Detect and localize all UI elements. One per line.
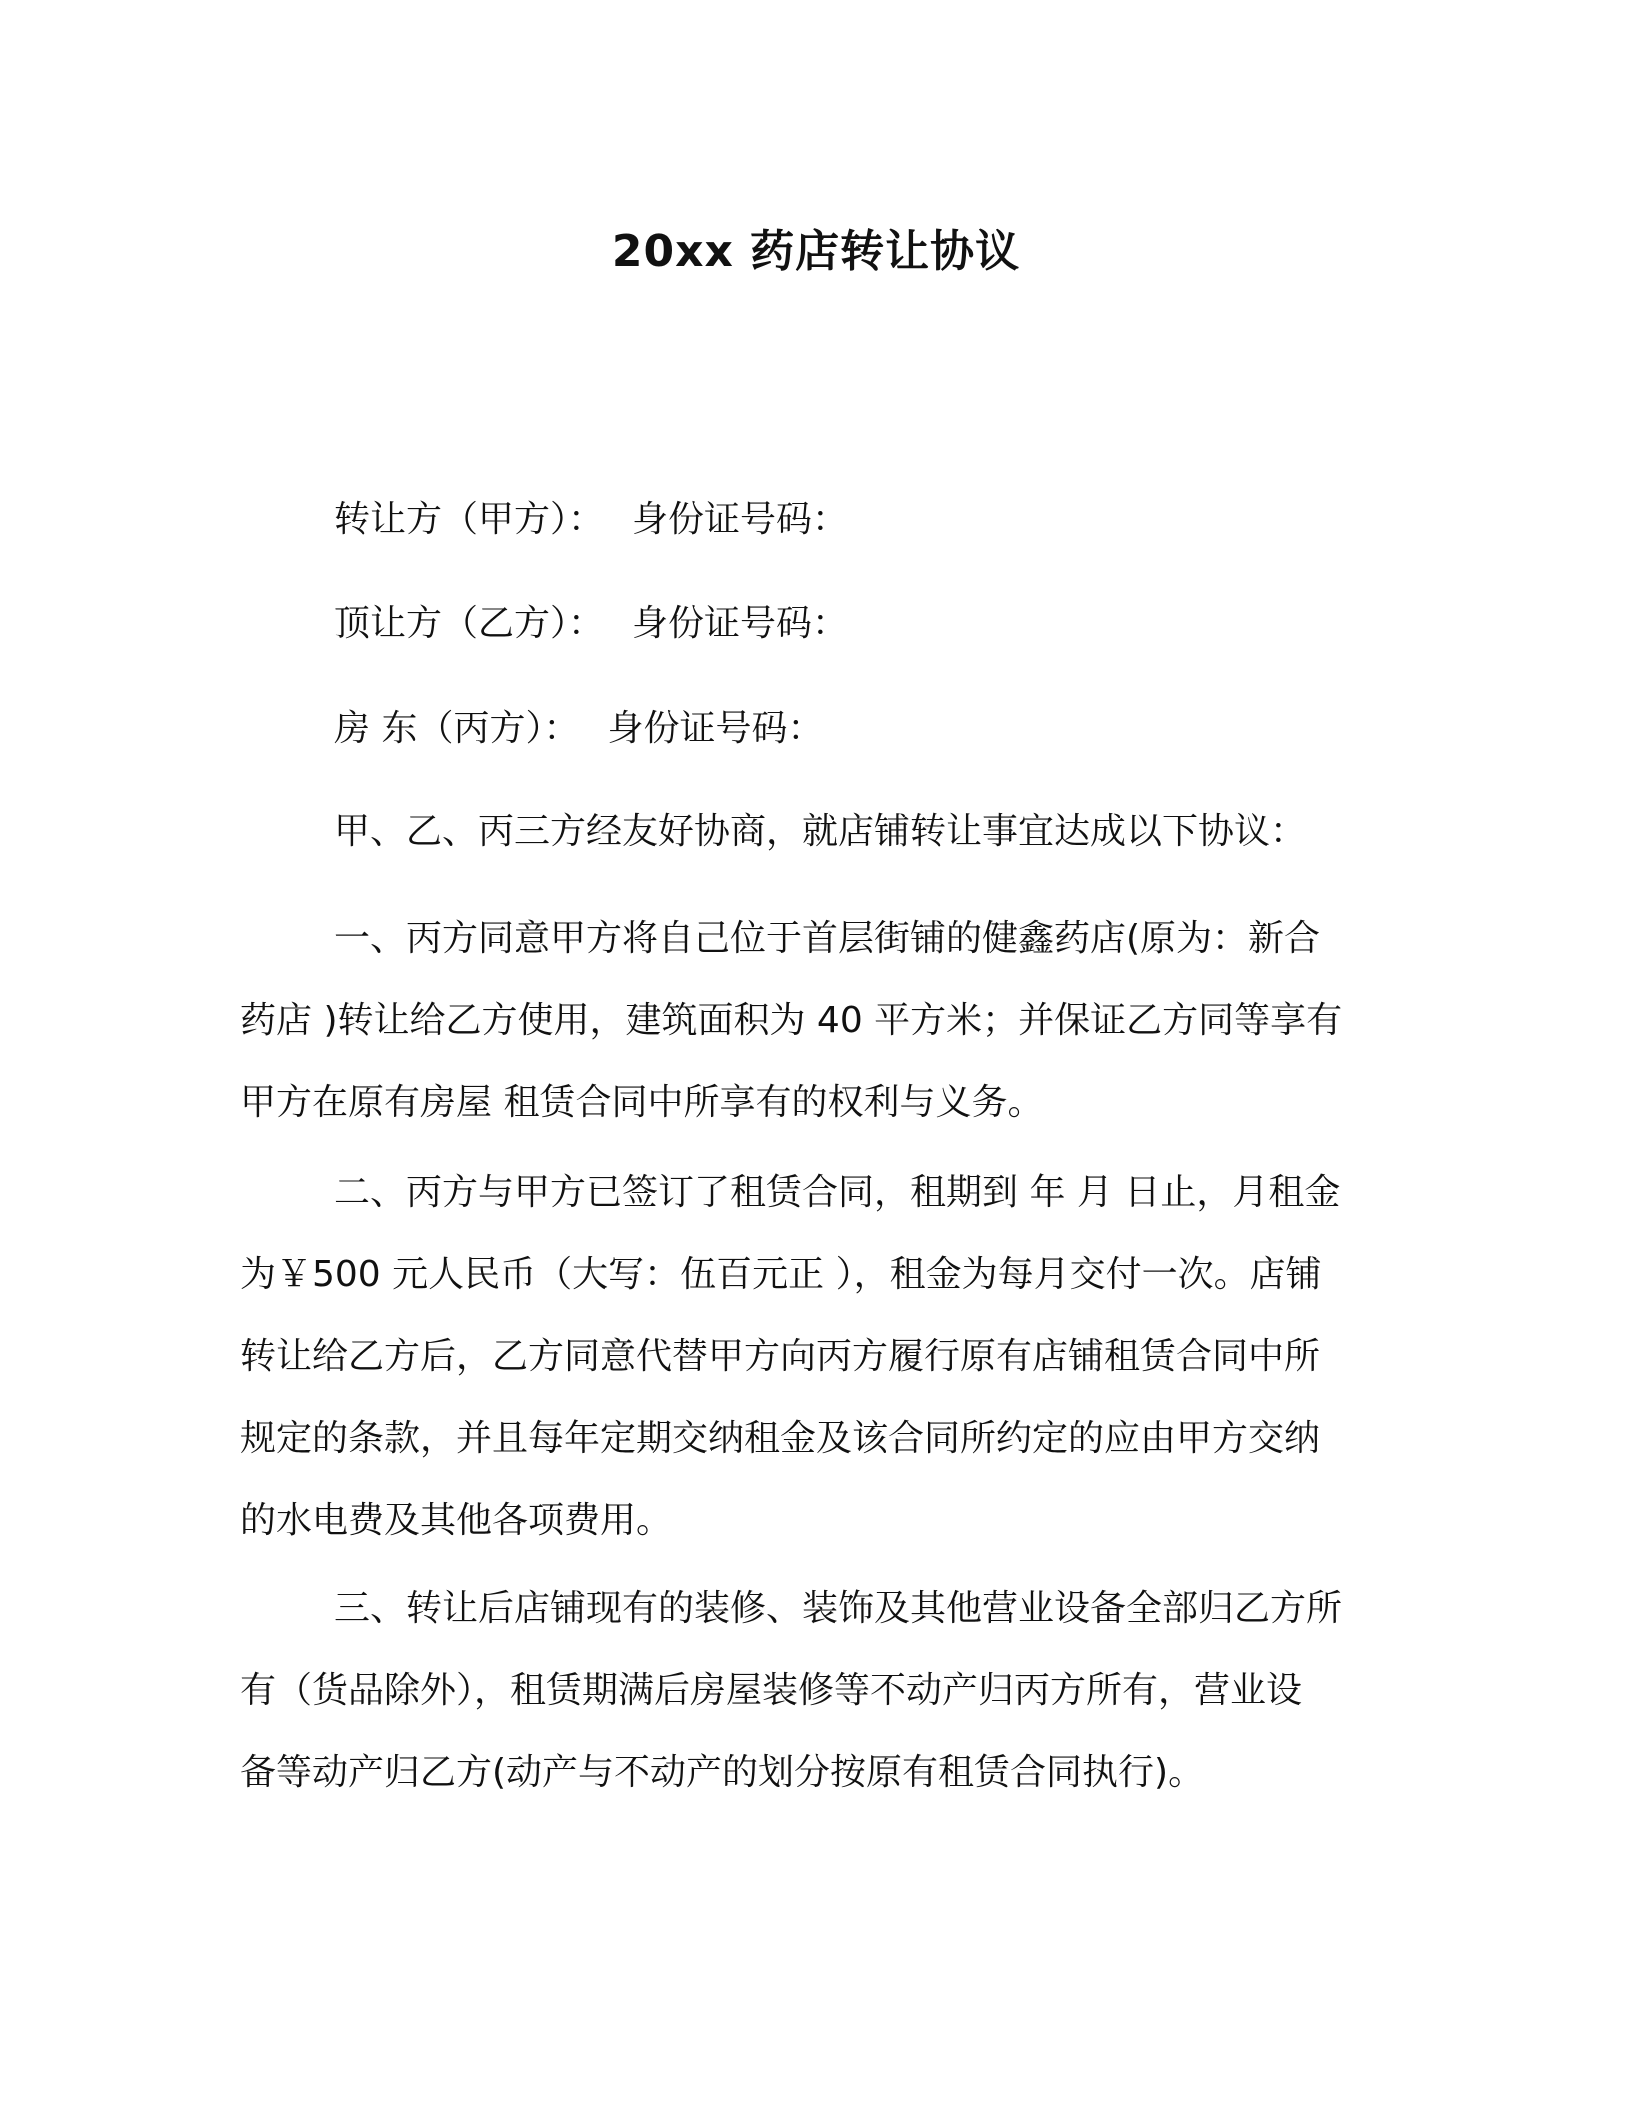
clause-1-line: 甲方在原有房屋 租赁合同中所享有的权利与义务。: [240, 1082, 1044, 1123]
document-title: 20xx 药店转让协议: [611, 226, 1021, 277]
clause-2: [240, 1152, 1385, 1562]
clause-2-line: 规定的条款，并且每年定期交纳租金及该合同所约定的应由甲方交纳: [240, 1418, 1321, 1459]
party-a-id-label: 身份证号码：: [632, 499, 849, 540]
party-c-line: [334, 705, 823, 753]
party-c-id-label: 身份证号码：: [607, 708, 824, 749]
clause-1: [240, 898, 1385, 1144]
clause-1-line: 药店 )转让给乙方使用，建筑面积为 40 平方米；并保证乙方同等享有: [240, 1000, 1343, 1041]
party-b-label: 顶让方（乙方）：: [334, 603, 605, 644]
party-a-line: [334, 496, 848, 544]
clause-2-line: 转让给乙方后，乙方同意代替甲方向丙方履行原有店铺租赁合同中所: [240, 1336, 1321, 1377]
clause-3-line: 三、转让后店铺现有的装修、装饰及其他营业设备全部归乙方所: [334, 1588, 1343, 1629]
party-b-line: [334, 600, 848, 648]
party-a-label: 转让方（甲方）：: [334, 499, 605, 540]
party-c-label: 房 东（丙方）：: [334, 708, 580, 749]
party-b-id-label: 身份证号码：: [632, 603, 849, 644]
clause-2-line: 的水电费及其他各项费用。: [240, 1500, 673, 1541]
clause-3-line: 有（货品除外），租赁期满后房屋装修等不动产归丙方所有，营业设: [240, 1670, 1303, 1711]
clause-2-line: 二、丙方与甲方已签订了租赁合同，租期到 年 月 日止，月租金: [334, 1172, 1341, 1213]
clause-3-line: 备等动产归乙方(动产与不动产的划分按原有租赁合同执行)。: [240, 1752, 1205, 1793]
agreement-intro: 甲、乙、丙三方经友好协商，就店铺转让事宜达成以下协议：: [334, 811, 1307, 852]
clause-1-line: 一、丙方同意甲方将自己位于首层街铺的健鑫药店(原为：新合: [334, 918, 1321, 959]
clause-2-line: 为￥500 元人民币（大写：伍百元正 ），租金为每月交付一次。店铺: [240, 1254, 1322, 1295]
clause-3: [240, 1568, 1385, 1814]
